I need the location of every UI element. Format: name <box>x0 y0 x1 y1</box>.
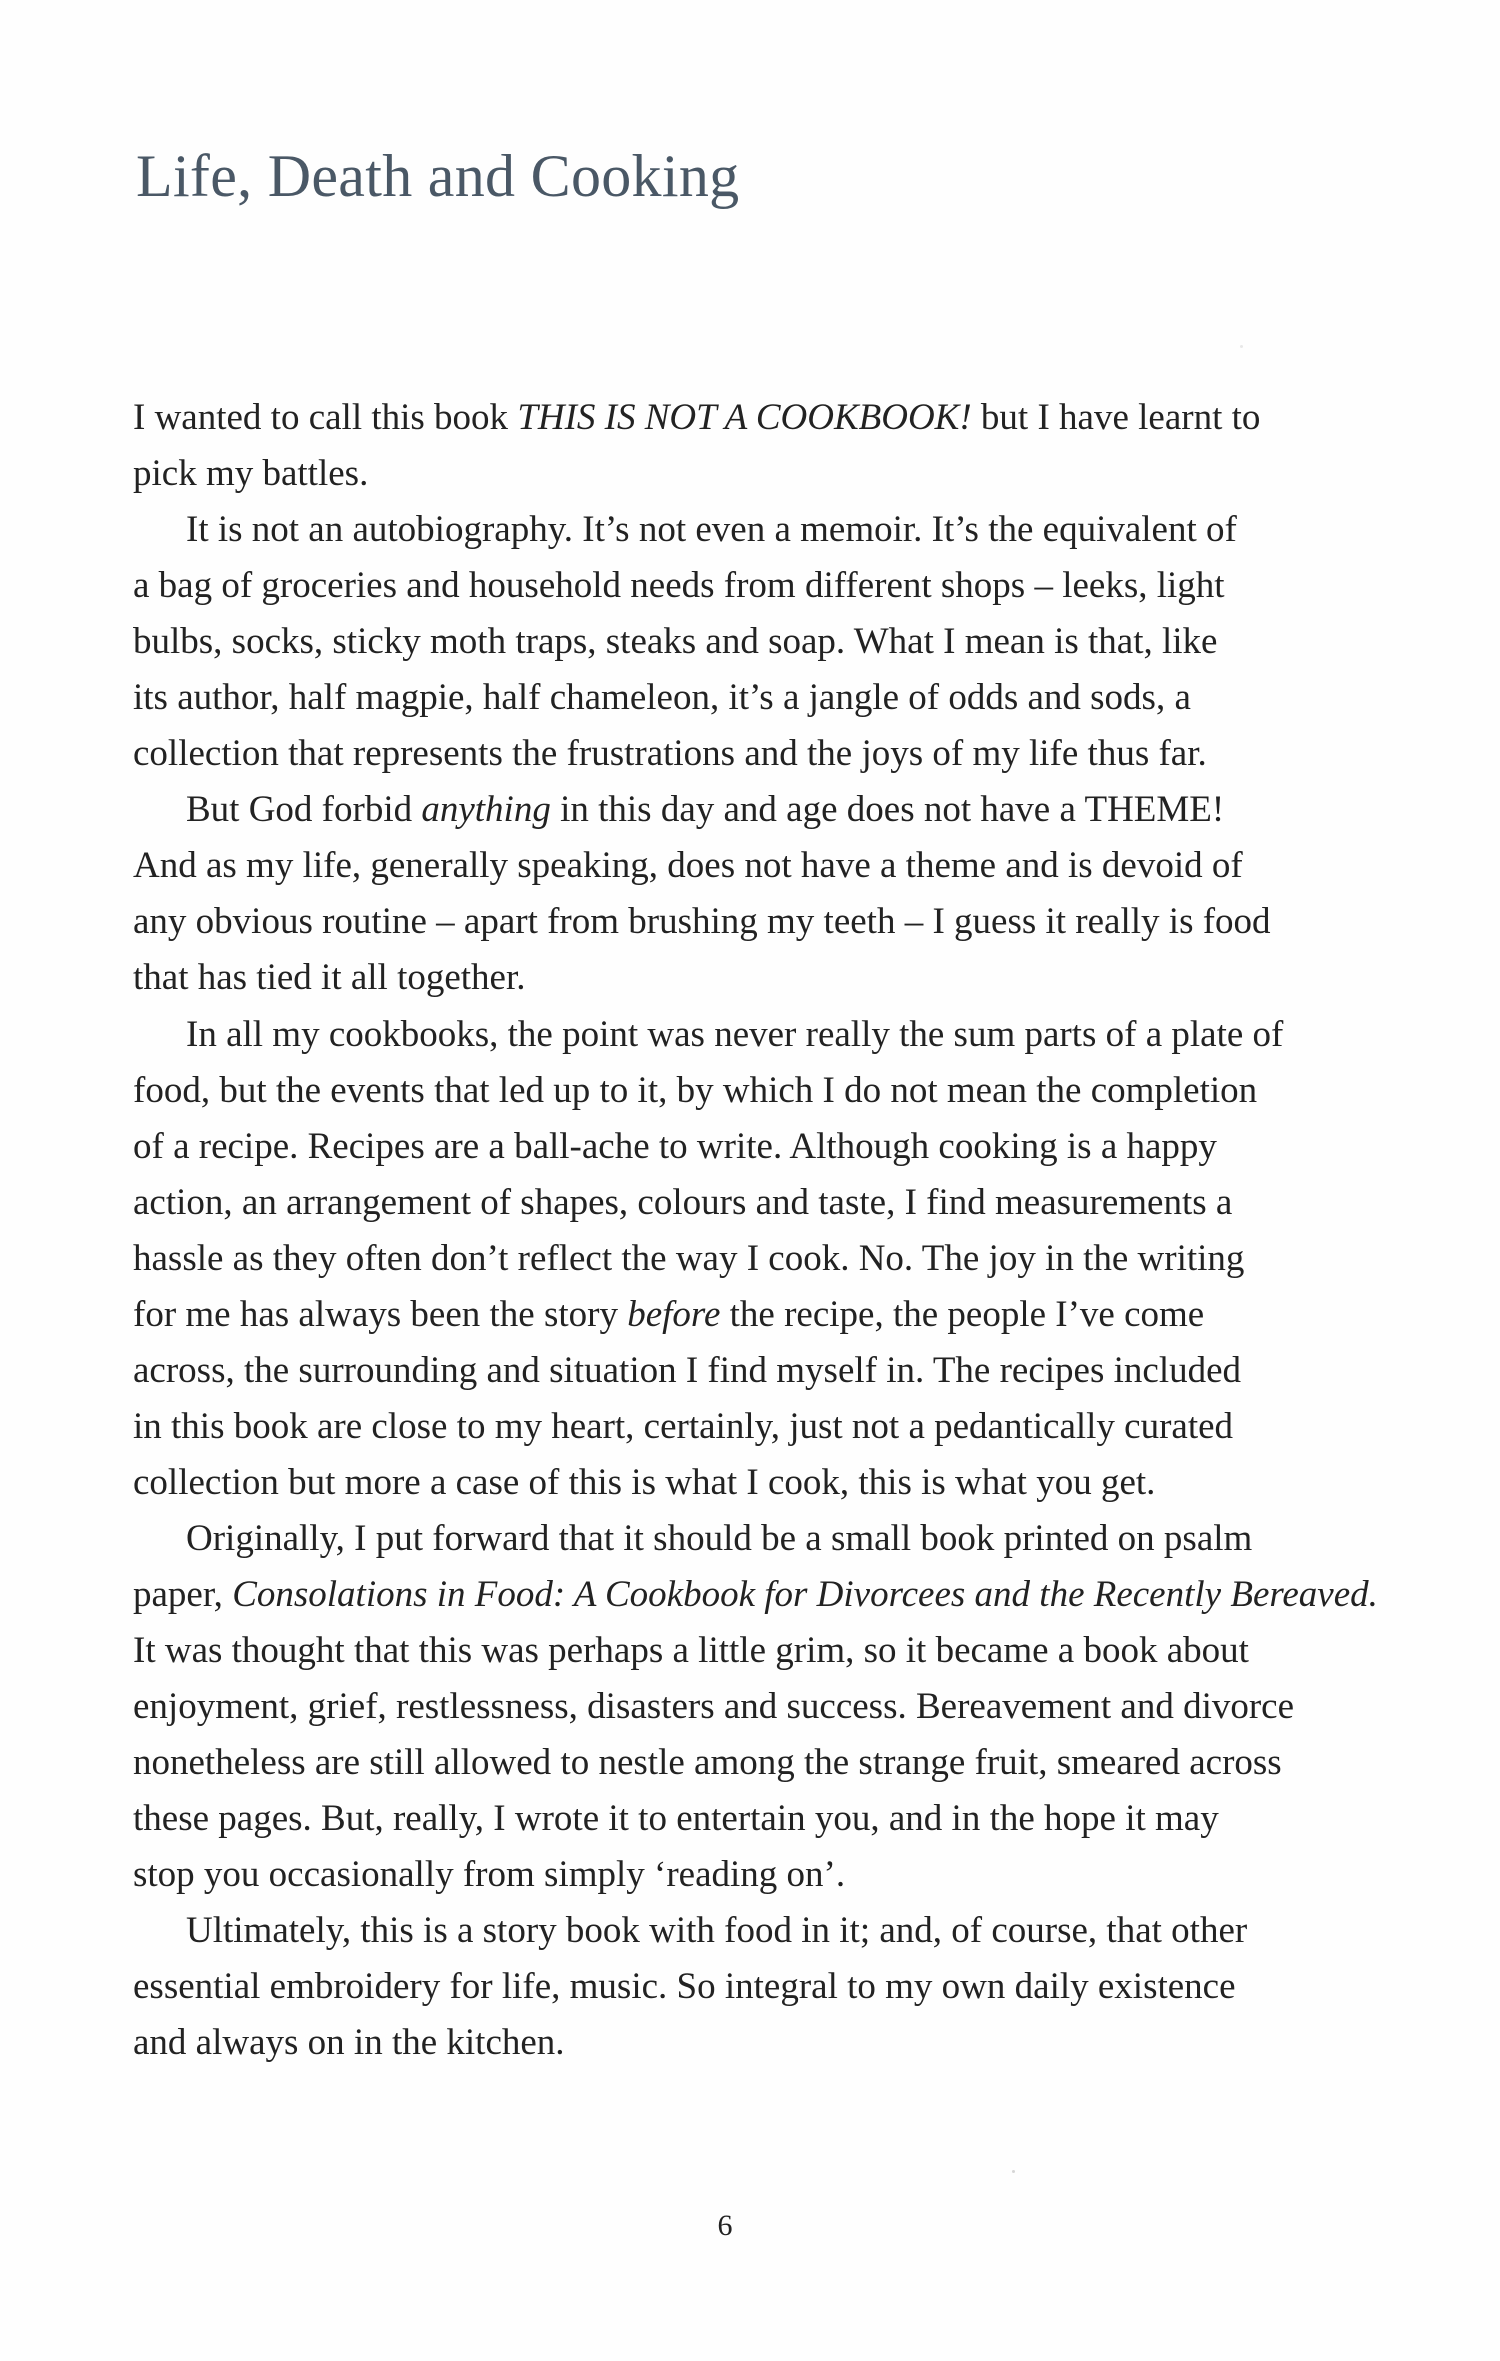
text-segment: of a recipe. Recipes are a ball-ache to write. Although cooking is a happy <box>133 1125 1217 1167</box>
paragraph <box>133 390 1343 502</box>
text-segment: hassle as they often don’t reflect the way I cook. No. The joy in the writing <box>133 1237 1245 1279</box>
text-segment: that has tied it all together. <box>133 957 526 999</box>
text-segment: bulbs, socks, sticky moth traps, steaks and soap. What I mean is that, like <box>133 621 1218 663</box>
text-segment: stop you occasionally from simply ‘reading on’. <box>133 1854 846 1896</box>
text-line <box>133 1623 1343 1679</box>
text-line <box>133 1735 1343 1791</box>
paragraph <box>133 782 1343 1006</box>
italic-text: before <box>627 1293 721 1335</box>
text-line <box>133 1231 1343 1287</box>
text-line <box>133 1679 1343 1735</box>
text-line <box>133 1175 1343 1231</box>
text-line <box>133 1959 1343 2015</box>
text-segment: Originally, I put forward that it should be a small book printed on psalm <box>186 1517 1253 1559</box>
text-segment: for me has always been the story <box>133 1293 628 1335</box>
text-line <box>133 838 1343 894</box>
text-segment: In all my cookbooks, the point was never really the sum parts of a plate of <box>186 1013 1284 1055</box>
text-line <box>133 1791 1343 1847</box>
text-segment: the recipe, the people I’ve come <box>720 1293 1205 1335</box>
text-line <box>133 2015 1343 2071</box>
text-segment: across, the surrounding and situation I find myself in. The recipes included <box>133 1349 1242 1391</box>
text-segment: food, but the events that led up to it, by which I do not mean the completion <box>133 1069 1258 1111</box>
page-number: 6 <box>717 2209 733 2242</box>
text-line <box>133 1455 1343 1511</box>
text-line <box>133 726 1343 782</box>
text-line <box>133 670 1343 726</box>
paragraph <box>133 1511 1378 1903</box>
text-line <box>133 502 1343 558</box>
text-segment: nonetheless are still allowed to nestle among the strange fruit, smeared across <box>133 1742 1282 1784</box>
paragraph <box>133 502 1343 782</box>
text-segment: enjoyment, grief, restlessness, disasters and success. Bereavement and divorce <box>133 1686 1295 1728</box>
text-segment: any obvious routine – apart from brushing my teeth – I guess it really is food <box>133 901 1271 943</box>
text-segment: essential embroidery for life, music. So integral to my own daily existence <box>133 1966 1236 2008</box>
text-segment: and always on in the kitchen. <box>133 2022 565 2064</box>
paragraph <box>133 1903 1343 2071</box>
text-segment: paper, <box>133 1573 233 1615</box>
text-segment: in this book are close to my heart, certainly, just not a pedantically curated <box>133 1405 1234 1447</box>
text-line <box>133 894 1343 950</box>
chapter-title: Life, Death and Cooking <box>136 143 740 209</box>
text-segment: Ultimately, this is a story book with food in it; and, of course, that other <box>186 1910 1248 1952</box>
paragraph <box>133 1007 1343 1511</box>
italic-text: THIS IS NOT A COOKBOOK! <box>517 397 972 438</box>
paper-speck <box>1012 2170 1015 2173</box>
text-line <box>133 1287 1343 1343</box>
text-segment: collection but more a case of this is what I cook, this is what you get. <box>133 1461 1156 1503</box>
text-segment: these pages. But, really, I wrote it to entertain you, and in the hope it may <box>133 1798 1219 1840</box>
text-segment: It was thought that this was perhaps a little grim, so it became a book about <box>133 1630 1249 1672</box>
text-line <box>133 390 1343 446</box>
text-line <box>133 950 1343 1006</box>
text-line <box>133 1063 1343 1119</box>
text-line <box>133 1903 1343 1959</box>
text-segment: in this day and age does not have a THEME! <box>550 789 1225 831</box>
italic-text: anything <box>421 789 551 831</box>
body-text <box>133 390 1378 2071</box>
text-segment: a bag of groceries and household needs from different shops – leeks, light <box>133 565 1225 607</box>
text-line <box>133 1007 1343 1063</box>
text-line <box>133 782 1343 838</box>
text-line <box>133 614 1343 670</box>
text-segment: But God forbid <box>186 789 422 831</box>
paper-speck <box>1240 345 1243 348</box>
text-segment: collection that represents the frustrations and the joys of my life thus far. <box>133 733 1207 775</box>
text-segment: I wanted to call this book <box>133 397 518 438</box>
text-line <box>133 558 1343 614</box>
text-segment: its author, half magpie, half chameleon, it’s a jangle of odds and sods, a <box>133 677 1191 719</box>
text-line <box>133 1511 1343 1567</box>
text-line <box>133 1847 1343 1903</box>
text-line <box>133 446 1343 502</box>
text-line <box>133 1567 1378 1623</box>
text-segment: but I have learnt to <box>971 397 1261 438</box>
text-line <box>133 1119 1343 1175</box>
text-segment: And as my life, generally speaking, does not have a theme and is devoid of <box>133 845 1243 887</box>
text-segment: action, an arrangement of shapes, colours and taste, I find measurements a <box>133 1181 1233 1223</box>
text-line <box>133 1399 1343 1455</box>
text-line <box>133 1343 1343 1399</box>
text-segment: It is not an autobiography. It’s not even a memoir. It’s the equivalent of <box>186 509 1237 551</box>
italic-text: Consolations in Food: A Cookbook for Divorcees and the Recently Bereaved. <box>232 1573 1378 1615</box>
text-segment: pick my battles. <box>133 453 369 495</box>
